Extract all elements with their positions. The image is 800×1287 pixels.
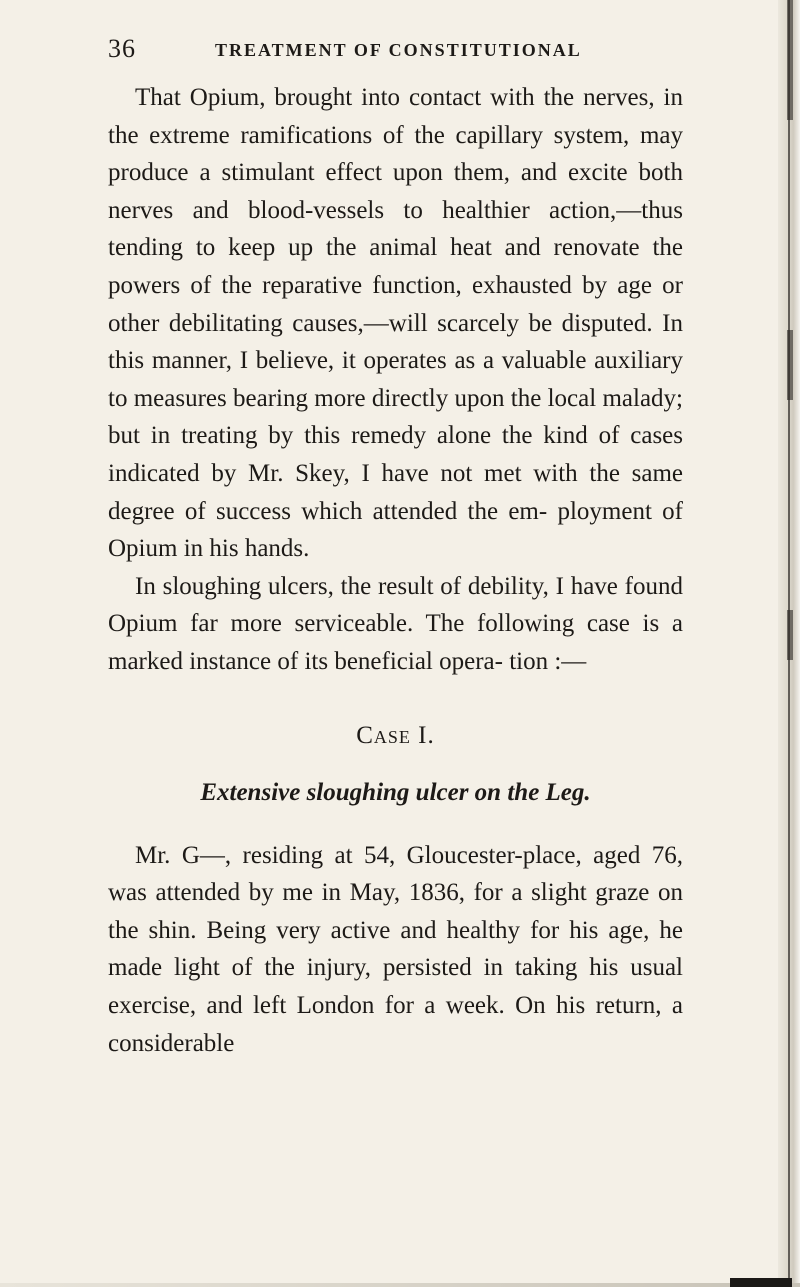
running-head: TREATMENT OF CONSTITUTIONAL: [215, 40, 582, 60]
binding-mark-lower: [787, 610, 793, 660]
binding-mark-middle: [787, 330, 793, 400]
page-number: 36: [108, 34, 136, 63]
binding-mark-top: [787, 0, 793, 120]
paragraph-case-description: Mr. G—, residing at 54, Gloucester-place, aged 76, was attended by me in May, 1836, for a slight graze on the shin. Being very active and healthy for his age, he made light of the injury, persisted in taking his usual exercise, and left London for a week. On his return, a considerable: [108, 841, 683, 1057]
case-subtitle: Extensive sloughing ulcer on the Leg.: [200, 779, 591, 807]
paragraph-opium-effect: That Opium, brought into contact with the nerves, in the extreme ramifications of the capillary system, may produce a stimulant effect upon them, and excite both nerves and blood-vessels to healthier action,—thus tending to keep up the animal heat and renovate the powers of the reparative function, exhausted by age or other debilitating causes,—will scarcely be disputed. In this manner, I believe, it operates as a valuable auxiliary to measures bearing more directly upon the local malady; but in treating by this remedy alone the kind of cases indicated by Mr. Skey, I have not met with the same degree of success which attended the em- ployment of Opium in his hands.: [108, 84, 683, 563]
paragraph-sloughing-ulcers: In sloughing ulcers, the result of debility, I have found Opium far more serviceable. The following case is a marked instance of its beneficial opera- tion :—: [108, 572, 683, 675]
page-text: [108, 79, 683, 1062]
bottom-edge: [0, 1283, 800, 1287]
case-heading: Case I.: [356, 721, 435, 749]
corner-mark: [730, 1278, 792, 1287]
